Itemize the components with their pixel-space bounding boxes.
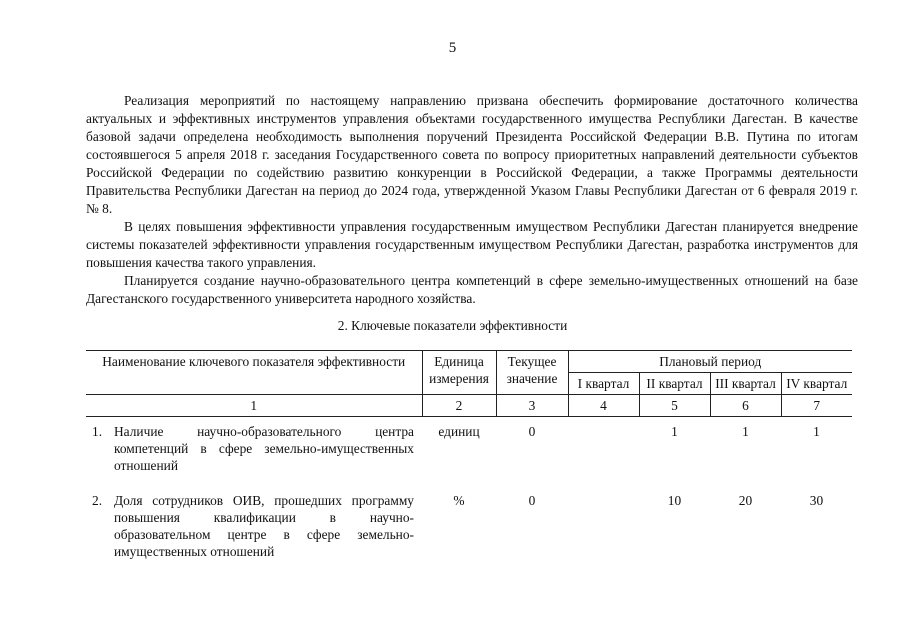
- header-q3: III квартал: [710, 373, 781, 395]
- row-number: 1.: [92, 424, 103, 439]
- paragraph-1: Реализация мероприятий по настоящему направлению призвана обеспечить формирование достаточного количества актуальных и эффективных инструментов управления объектами государственного имущества Республики Дагестан. В качестве базовой задачи определена необходимость выполнения поручений Президента Российской Федерации В.В. Путина по итогам состоявшегося 5 апреля 2018 г. заседания Государственного совета по вопросу приоритетных направлений деятельности субъектов Российской Федерации по содействию развитию конкуренции в Российской Федерации, а также Программы деятельности Правительства Республики Дагестан на период до 2024 года, утвержденной Указом Главы Республики Дагестан от 6 февраля 2019 г. № 8.: [86, 93, 858, 216]
- col-number-7: 7: [781, 395, 852, 417]
- paragraph-3: Планируется создание научно-образовательного центра компетенций в сфере земельно-имущественных отношений на базе Дагестанского государственного университета народного хозяйства.: [86, 273, 858, 306]
- row-current: 0: [528, 424, 536, 439]
- row-unit: %: [453, 493, 465, 508]
- row-current: 0: [528, 493, 536, 508]
- header-q2: II квартал: [639, 373, 710, 395]
- header-current: Текущее значение: [496, 351, 568, 395]
- kpi-table: [86, 350, 852, 562]
- row-number: 2.: [92, 493, 103, 508]
- row-q1: [568, 476, 639, 562]
- row-q4: 30: [809, 493, 824, 508]
- header-name: Наименование ключевого показателя эффективности: [86, 351, 422, 395]
- row-q2: 1: [671, 424, 678, 439]
- col-number-6: 6: [710, 395, 781, 417]
- col-number-1: 1: [86, 395, 422, 417]
- body-text: [86, 92, 858, 308]
- row-q1: [568, 417, 639, 477]
- row-name: Наличие научно-образовательного центра компетенций в сфере земельно-имущественных отношений: [114, 424, 414, 473]
- col-number-5: 5: [639, 395, 710, 417]
- row-name: Доля сотрудников ОИВ, прошедших программу повышения квалификации в научно-образовательном центре в сфере земельно-имущественных отношений: [114, 493, 414, 559]
- row-q4: 1: [813, 424, 820, 439]
- section-title: 2. Ключевые показатели эффективности: [337, 318, 568, 333]
- col-number-4: 4: [568, 395, 639, 417]
- header-planned: Плановый период: [568, 351, 852, 373]
- table-row: [86, 417, 852, 477]
- paragraph-2: В целях повышения эффективности управления государственным имуществом Республики Дагестан планируется внедрение системы показателей эффективности управления государственным имуществом Республики Дагестан, разработка инструментов для повышения качества такого управления.: [86, 219, 858, 270]
- page-number: 5: [448, 40, 457, 56]
- table-row: [86, 476, 852, 562]
- row-unit: единиц: [438, 424, 480, 439]
- header-q4: IV квартал: [781, 373, 852, 395]
- col-number-2: 2: [422, 395, 496, 417]
- header-q1: I квартал: [568, 373, 639, 395]
- col-number-3: 3: [496, 395, 568, 417]
- row-q2: 10: [667, 493, 682, 508]
- row-q3: 1: [742, 424, 749, 439]
- header-unit: Единица измерения: [422, 351, 496, 395]
- row-q3: 20: [738, 493, 753, 508]
